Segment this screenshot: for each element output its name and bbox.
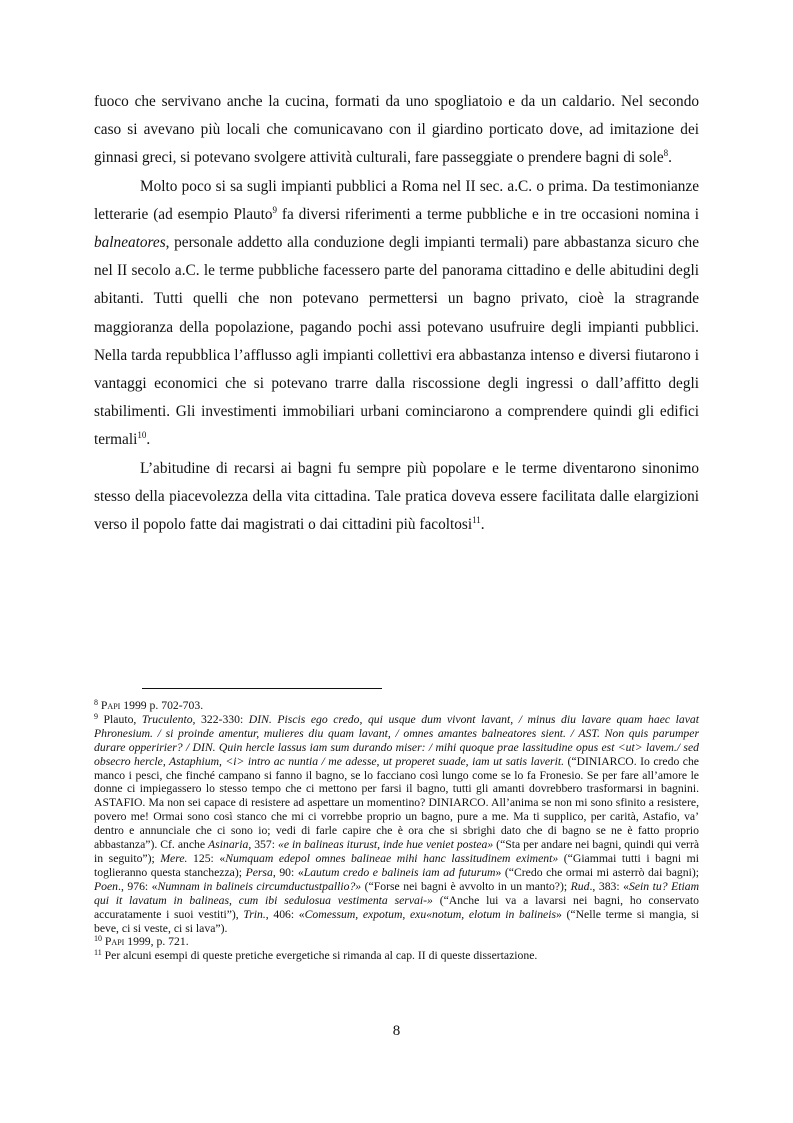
footnotes-section xyxy=(94,688,699,963)
paragraph-2: Molto poco si sa sugli impianti pubblici a Roma nel II sec. a.C. o prima. Da testimonianze letterarie (ad esempio Plauto$^9$ fa diversi riferimenti a terme pubbliche e in tre occasioni nomina i balneatores, personale addetto alla conduzione degli impianti termali) pare abbastanza sicuro che nel II secolo a.C. le terme pubbliche facessero parte del panorama cittadino e delle abitudini degli abitanti. Tutti quelli che non potevano permettersi un bagno privato, cioè la stragrande maggioranza della popolazione, pagando pochi assi potevano usufruire degli impianti pubblici. Nella tarda repubblica l’afflusso agli impianti collettivi era abbastanza intenso e diversi fiutarono i vantaggi economici che si potevano trarre dalla riscossione degli ingressi o dall’affitto degli stabilimenti. Gli investimenti immobiliari urbani cominciarono a comprendere quindi gli edifici termali$^{10}$. xyxy=(94,177,700,449)
page-number: 8 xyxy=(392,1023,401,1039)
footnote-ref-9[interactable]: 9 xyxy=(272,204,278,215)
paragraph-1: fuoco che servivano anche la cucina, formati da uno spogliatoio e da un caldario. Nel secondo caso si avevano più locali che comunicavano con il giardino porticato dove, ad imitazione dei ginnasi greci, si potevano svolgere attività culturali, fare passeggiate o prendere bagni di sole$^8$. xyxy=(94,93,699,167)
paragraph-1-text: fuoco che servivano anche la cucina, formati da uno spogliatoio e da un caldario. Nel secondo caso si avevano più locali che comunicavano con il giardino porticato dove, ad imitazione dei ginnasi greci, si potevano svolgere attività culturali, fare passeggiate o prendere bagni di sole xyxy=(94,93,699,167)
term-balneatores: balneatores xyxy=(94,234,166,252)
footnote-divider xyxy=(142,688,382,689)
footnote-ref-11[interactable]: 11 xyxy=(472,515,481,526)
footnote-9: $^9$ Plauto, Truculento, 322-330: DIN. Piscis ego credo, qui usque dum vivont lavant, / minus diu lavare quam haec lavat Phronesium. / si proinde amentur, mulieres diu quam lavant, / omnes amantes balneatores sient. / AST. Non quis parumper durare opperirier? / DIN. Quin hercle lassus iam sum durando miser: / mihi quoque prae lassitudine opus est <ut> lavem./ sed obsecro hercle, Astaphium, <i> intro ac nuntia / me adesse, ut properet suade, iam ut satis laverit. (“DINIARCO. Io credo che manco i pesci, che finché campano si fanno il bagno, se lo facciano così lungo come se lo fa Fronesio. Se per fare all’amore le donne ci impiegassero lo stesso tempo che ci mettono per farsi il bagno, tutti gli amanti dovrebbero trasformarsi in bagnini. ASTAFIO. Ma non sei capace di resistere ad aspettare un momentino? DINIARCO. All’anima se non mi sono sfinito a resistere, povero me! Ormai sono così stanco che mi ci vorrebbe proprio un bagno, pure a me. Ma ti supplico, per carità, Astafio, va’ dentro e annunciale che ci sono io; vedi di farle capire che è ora che si sbrighi dato che di bagno se ne è fatto proprio abbastanza”). Cf. anche Asinaria, 357: «e in balineas iturust, inde hue veniet postea» (“Sta per andare nei bagni, quindi qui verrà in seguito”); Mere. 125: «Numquam edepol omnes balineae mihi hanc lassitudinem eximent» (“Giammai tutti i bagni mi toglieranno questa stanchezza); Persa, 90: «Lautum credo e balineis iam ad futurum» (“Credo che ormai mi asterrò dai bagni); Poen., 976: «Numnam in balineis circumductustpallio?» (“Forse nei bagni è avvolto in un manto?); Rud., 383: «Sein tu? Etiam qui it lavatum in balineas, cum ibi sedulosua vestimenta servai-» (“Anche lui va a lavarsi nei bagni, ho conservato accuratamente i suoi vestiti”), Trin., 406: «Comessum, expotum, exu«notum, elotum in balineis» (“Nelle terme si mangia, si beve, ci si veste, ci si lava”). xyxy=(94,711,700,935)
main-body-text xyxy=(94,88,699,539)
footnote-10: $^{10}$ Papi 1999, p. 721. xyxy=(94,934,189,949)
footnote-8: $^8$ Papi 1999 p. 702-703. xyxy=(94,698,204,712)
paragraph-3: L’abitudine di recarsi ai bagni fu sempre più popolare e le terme diventarono sinonimo stesso della piacevolezza della vita cittadina. Tale pratica doveva essere facilitata dalle elargizioni verso il popolo fatte dai magistrati o dai cittadini più facoltosi$^{11}$. xyxy=(94,459,699,534)
footnote-11: $^{11}$ Per alcuni esempi di queste pretiche evergetiche si rimanda al cap. II di queste dissertazione. xyxy=(94,948,538,963)
footnote-ref-8[interactable]: 8 xyxy=(663,148,669,159)
footnote-ref-10[interactable]: 10 xyxy=(137,430,147,441)
